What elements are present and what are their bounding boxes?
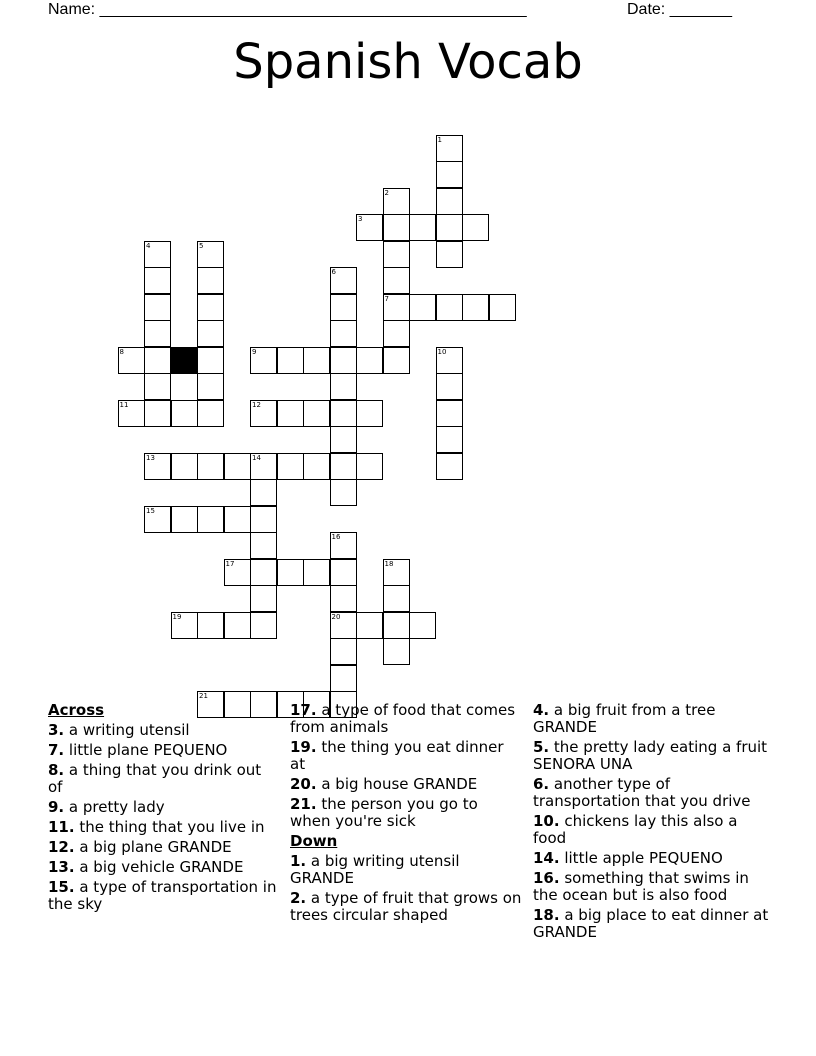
across-clue	[290, 796, 522, 830]
grid-cell[interactable]	[436, 294, 463, 321]
across-clue	[48, 742, 280, 759]
across-clue	[48, 819, 280, 836]
grid-cell[interactable]	[118, 400, 145, 427]
across-clue	[290, 776, 522, 793]
clue-number-label: 10.	[533, 812, 560, 830]
grid-cell[interactable]	[436, 426, 463, 453]
clue-number-label: 9.	[48, 798, 65, 816]
across-clue	[290, 702, 522, 736]
clue-text: a thing that you drink out of	[48, 761, 262, 796]
grid-cell[interactable]	[250, 453, 277, 480]
across-clue	[48, 762, 280, 796]
grid-cell[interactable]	[250, 532, 277, 559]
clue-text: a writing utensil	[64, 721, 190, 739]
grid-cell[interactable]	[250, 347, 277, 374]
grid-cell[interactable]	[356, 347, 383, 374]
clue-text: little plane PEQUENO	[64, 741, 228, 759]
clue-column-1	[48, 702, 280, 916]
grid-cell[interactable]	[144, 373, 171, 400]
grid-cell[interactable]	[171, 400, 198, 427]
clue-text: another type of transportation that you drive	[533, 775, 751, 810]
grid-cell[interactable]	[356, 400, 383, 427]
clue-text: chickens lay this also a food	[533, 812, 738, 847]
grid-cell[interactable]	[383, 638, 410, 665]
grid-cell[interactable]	[356, 453, 383, 480]
grid-cell[interactable]	[277, 453, 304, 480]
grid-cell[interactable]	[409, 294, 436, 321]
across-clue-list-continued	[290, 702, 522, 830]
grid-cell[interactable]	[250, 559, 277, 586]
grid-cell[interactable]	[462, 214, 489, 241]
clue-number-label: 18.	[533, 906, 560, 924]
clue-number-label: 11.	[48, 818, 75, 836]
clue-number-label: 4.	[533, 701, 550, 719]
grid-cell[interactable]	[144, 506, 171, 533]
clue-text: a type of food that comes from animals	[290, 701, 516, 736]
grid-cell[interactable]	[197, 267, 224, 294]
grid-cell[interactable]	[197, 320, 224, 347]
clue-number: 7	[384, 294, 389, 303]
clue-text: a big house GRANDE	[316, 775, 478, 793]
clue-number: 17	[225, 559, 235, 568]
grid-cell[interactable]	[250, 479, 277, 506]
grid-cell[interactable]	[462, 294, 489, 321]
grid-cell[interactable]	[277, 400, 304, 427]
across-heading: Across	[48, 701, 105, 719]
grid-cell[interactable]	[330, 320, 357, 347]
grid-cell[interactable]	[330, 400, 357, 427]
grid-cell[interactable]	[436, 347, 463, 374]
down-clue	[533, 739, 773, 773]
down-clue	[290, 890, 522, 924]
grid-cell[interactable]	[383, 294, 410, 321]
grid-cell[interactable]	[197, 294, 224, 321]
clue-text: a type of fruit that grows on trees circular shaped	[290, 889, 522, 924]
grid-cell[interactable]	[383, 241, 410, 268]
clue-text: the thing you eat dinner at	[290, 738, 504, 773]
grid-cell[interactable]	[277, 347, 304, 374]
clue-number: 19	[172, 612, 182, 621]
grid-cell[interactable]	[303, 559, 330, 586]
clue-text: a big place to eat dinner at GRANDE	[533, 906, 769, 941]
grid-cell[interactable]	[383, 320, 410, 347]
clue-number: 8	[119, 347, 124, 356]
grid-cell[interactable]	[330, 267, 357, 294]
down-clue	[533, 776, 773, 810]
clue-text: a big vehicle GRANDE	[74, 858, 244, 876]
clue-number: 18	[384, 559, 394, 568]
down-clue	[533, 850, 773, 867]
clue-number: 5	[199, 241, 204, 250]
across-clue	[290, 739, 522, 773]
down-clue	[533, 907, 773, 941]
grid-cell[interactable]	[356, 612, 383, 639]
grid-cell[interactable]	[330, 294, 357, 321]
grid-cell[interactable]	[118, 347, 145, 374]
black-cell	[171, 347, 198, 374]
grid-cell[interactable]	[436, 135, 463, 162]
clue-number: 4	[146, 241, 151, 250]
clue-number: 13	[146, 453, 155, 462]
grid-cell[interactable]	[197, 453, 224, 480]
down-heading: Down	[290, 832, 338, 850]
grid-cell[interactable]	[171, 453, 198, 480]
across-clue	[48, 799, 280, 816]
grid-cell[interactable]	[197, 241, 224, 268]
clue-number: 11	[119, 400, 129, 409]
grid-cell[interactable]	[303, 347, 330, 374]
clue-text: a big writing utensil GRANDE	[290, 852, 460, 887]
grid-cell[interactable]	[197, 373, 224, 400]
grid-cell[interactable]	[224, 453, 251, 480]
clue-number: 3	[358, 215, 363, 223]
grid-cell[interactable]	[224, 559, 251, 586]
clue-number-label: 16.	[533, 869, 560, 887]
clue-number: 14	[252, 453, 261, 462]
across-clue	[48, 839, 280, 856]
clue-number-label: 3.	[48, 721, 65, 739]
clue-number: 1	[437, 135, 442, 144]
grid-cell[interactable]	[303, 400, 330, 427]
grid-cell[interactable]	[330, 638, 357, 665]
clue-number-label: 6.	[533, 775, 550, 793]
down-clue	[533, 870, 773, 904]
clue-text: the pretty lady eating a fruit SENORA UNA	[533, 738, 768, 773]
clue-number-label: 21.	[290, 795, 317, 813]
grid-cell[interactable]	[489, 294, 516, 321]
grid-cell[interactable]	[383, 347, 410, 374]
grid-cell[interactable]	[330, 612, 357, 639]
grid-cell[interactable]	[330, 532, 357, 559]
clue-number-label: 15.	[48, 878, 75, 896]
clue-text: a type of transportation in the sky	[48, 878, 277, 913]
grid-cell[interactable]	[144, 453, 171, 480]
clue-text: a pretty lady	[64, 798, 165, 816]
grid-cell[interactable]	[197, 506, 224, 533]
clue-number: 6	[331, 268, 336, 276]
clue-number: 20	[331, 612, 341, 621]
grid-cell[interactable]	[383, 188, 410, 215]
grid-cell[interactable]	[330, 665, 357, 692]
grid-cell[interactable]	[224, 506, 251, 533]
down-clue-list	[290, 853, 522, 924]
grid-cell[interactable]	[144, 241, 171, 268]
clue-text: a big plane GRANDE	[74, 838, 232, 856]
across-clue	[48, 859, 280, 876]
grid-cell[interactable]	[250, 400, 277, 427]
grid-cell[interactable]	[224, 612, 251, 639]
clue-number-label: 20.	[290, 775, 317, 793]
grid-cell[interactable]	[436, 373, 463, 400]
grid-cell[interactable]	[330, 347, 357, 374]
clue-number-label: 12.	[48, 838, 75, 856]
grid-cell[interactable]	[409, 214, 436, 241]
grid-cell[interactable]	[330, 559, 357, 586]
clue-number: 12	[252, 400, 261, 409]
grid-cell[interactable]	[383, 585, 410, 612]
grid-cell[interactable]	[436, 241, 463, 268]
grid-cell[interactable]	[330, 585, 357, 612]
grid-cell[interactable]	[409, 612, 436, 639]
clue-number: 15	[146, 506, 155, 515]
grid-cell[interactable]	[330, 479, 357, 506]
clue-number: 9	[252, 347, 257, 356]
grid-cell[interactable]	[330, 373, 357, 400]
clue-text: something that swims in the ocean but is also food	[533, 869, 749, 904]
grid-cell[interactable]	[330, 453, 357, 480]
clue-number-label: 17.	[290, 701, 317, 719]
grid-cell[interactable]	[171, 506, 198, 533]
down-clue	[290, 853, 522, 887]
grid-cell[interactable]	[144, 267, 171, 294]
grid-cell[interactable]	[144, 320, 171, 347]
grid-cell[interactable]	[197, 612, 224, 639]
grid-cell[interactable]	[436, 400, 463, 427]
grid-cell[interactable]	[436, 188, 463, 215]
across-clue	[48, 722, 280, 739]
clue-number: 16	[331, 533, 341, 541]
clue-number-label: 5.	[533, 738, 550, 756]
clue-number-label: 13.	[48, 858, 75, 876]
clue-number-label: 2.	[290, 889, 307, 907]
clue-number: 2	[384, 188, 389, 197]
name-field-label[interactable]: Name: ________________________________________________	[48, 1, 527, 18]
clue-number-label: 1.	[290, 852, 307, 870]
grid-cell[interactable]	[436, 161, 463, 188]
grid-cell[interactable]	[277, 559, 304, 586]
grid-cell[interactable]	[144, 400, 171, 427]
clue-number-label: 14.	[533, 849, 560, 867]
date-field-label[interactable]: Date: _______	[627, 1, 732, 18]
across-clue	[48, 879, 280, 913]
grid-cell[interactable]	[383, 267, 410, 294]
clue-number-label: 19.	[290, 738, 317, 756]
grid-cell[interactable]	[171, 612, 198, 639]
grid-cell[interactable]	[383, 214, 410, 241]
grid-cell[interactable]	[383, 559, 410, 586]
grid-cell[interactable]	[436, 453, 463, 480]
clue-number-label: 8.	[48, 761, 65, 779]
grid-cell[interactable]	[250, 506, 277, 533]
across-clue-list	[48, 722, 280, 913]
clue-column-3	[533, 702, 773, 944]
clue-number-label: 7.	[48, 741, 65, 759]
clue-text: the thing that you live in	[74, 818, 265, 836]
down-clue	[533, 813, 773, 847]
page-title: Spanish Vocab	[233, 34, 583, 90]
grid-cell[interactable]	[356, 214, 383, 241]
grid-cell[interactable]	[330, 426, 357, 453]
clue-number: 21	[199, 692, 208, 700]
grid-cell[interactable]	[197, 400, 224, 427]
clue-column-2	[290, 702, 522, 927]
grid-cell[interactable]	[303, 453, 330, 480]
grid-cell[interactable]	[144, 347, 171, 374]
grid-cell[interactable]	[144, 294, 171, 321]
down-clue-list-continued	[533, 702, 773, 941]
clue-number: 10	[437, 347, 447, 356]
grid-cell[interactable]	[436, 214, 463, 241]
grid-cell[interactable]	[250, 612, 277, 639]
grid-cell[interactable]	[383, 612, 410, 639]
clue-text: little apple PEQUENO	[559, 849, 723, 867]
down-clue	[533, 702, 773, 736]
clue-text: the person you go to when you're sick	[290, 795, 478, 830]
clue-text: a big fruit from a tree GRANDE	[533, 701, 716, 736]
grid-cell[interactable]	[197, 347, 224, 374]
grid-cell[interactable]	[250, 585, 277, 612]
